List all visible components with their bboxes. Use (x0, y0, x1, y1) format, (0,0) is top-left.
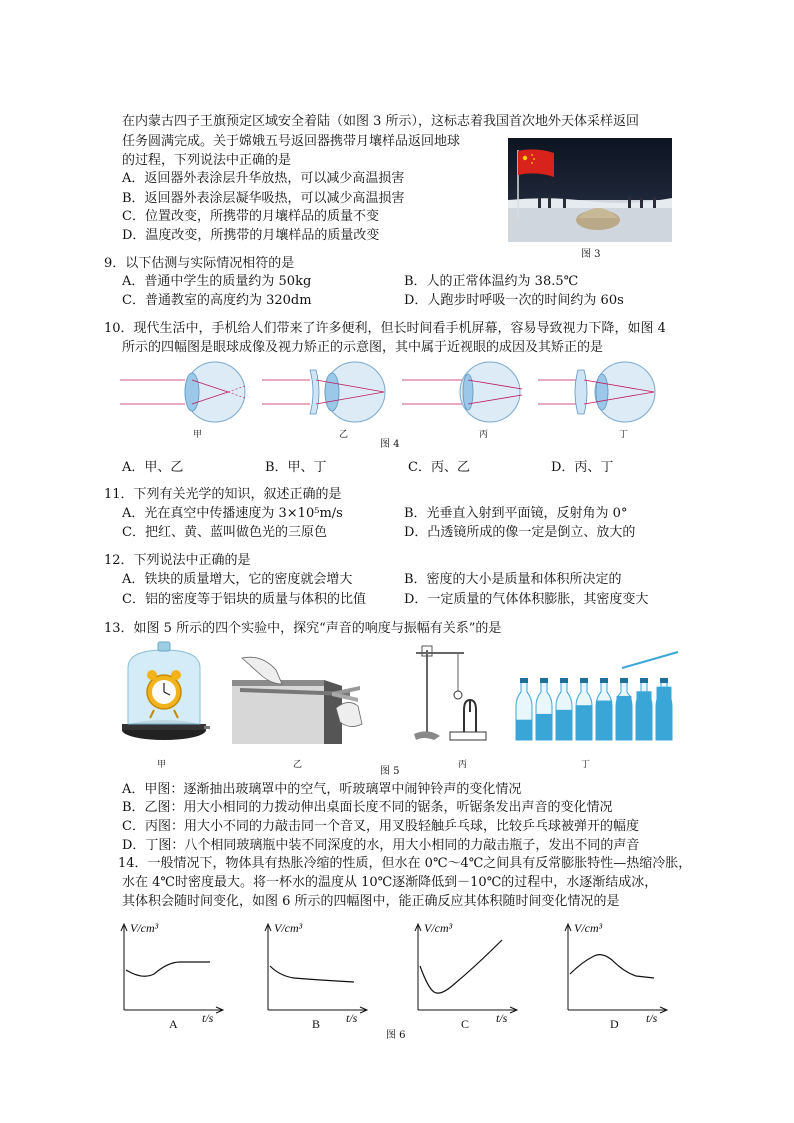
graph-c-ylabel: V/cm³ (424, 921, 453, 935)
graph-c-xlabel: t/s (496, 1011, 508, 1025)
q12-option-a: A．铁块的质量增大，它的密度就会增大 (122, 572, 353, 587)
q9-option-d: D．人跑步时呼吸一次的时间约为 60s (404, 293, 624, 308)
figure-6-graph-a (118, 918, 228, 1025)
q12-option-b: B．密度的大小是质量和体积所决定的 (404, 572, 622, 587)
q9-option-a: A．普通中学生的质量约为 50kg (122, 274, 312, 289)
q13-option-b: B．乙图：用大小相同的力拨动伸出桌面长度不同的锯条，听锯条发出声音的变化情况 (122, 800, 613, 815)
q8-line2: 任务圆满完成。关于嫦娥五号返回器携带月壤样品返回地球 (122, 134, 461, 149)
q13-option-a: A．甲图：逐渐抽出玻璃罩中的空气，听玻璃罩中闹钟铃声的变化情况 (122, 782, 522, 797)
q12-option-d: D．一定质量的气体体积膨胀，其密度变大 (404, 592, 649, 607)
q14-line3: 其体积会随时间变化，如图 6 所示的四幅图中，能正确反应其体积随时间变化情况的是 (122, 894, 620, 909)
q11-option-b: B．光垂直入射到平面镜，反射角为 0° (404, 506, 628, 521)
q8-option-b: B．返回器外表涂层凝华吸热，可以减少高温损害 (122, 191, 405, 206)
q8-option-c: C．位置改变，所携带的月壤样品的质量不变 (122, 209, 379, 224)
figure-4-label-jia: 甲 (193, 430, 203, 440)
figure-5-label-bing: 丙 (458, 760, 468, 770)
q9-option-b: B．人的正常体温约为 38.5℃ (404, 274, 579, 289)
bottle (516, 678, 532, 740)
bottle (656, 678, 672, 740)
figure-5-saw-blade (232, 650, 366, 744)
figure-6-graph-c (412, 918, 522, 1025)
q13-option-c: C．丙图：用大小不同的力敲击同一个音叉，用叉股轻触乒乓球，比较乒乓球被弹开的幅度 (122, 819, 639, 834)
bottle (616, 678, 632, 740)
figure-6-label-c: C (461, 1017, 470, 1031)
q12-option-c: C．铝的密度等于铝块的质量与体积的比值 (122, 592, 366, 607)
figure-6-label-d: D (610, 1017, 619, 1031)
eye-diagram-yi (262, 362, 385, 422)
bottle (596, 678, 612, 740)
bottle (536, 678, 552, 740)
figure-4-caption: 图 4 (380, 439, 400, 450)
eye-diagram-jia (120, 362, 245, 422)
figure-4-label-bing: 丙 (479, 430, 489, 440)
q13-option-d: D．丁图：八个相同玻璃瓶中装不同深度的水，用大小相同的力敲击瓶子，发出不同的声音 (122, 838, 640, 853)
graph-a-xlabel: t/s (202, 1011, 214, 1025)
graph-b-xlabel: t/s (346, 1011, 358, 1025)
q9-option-c: C．普通教室的高度约为 320dm (122, 293, 312, 308)
figure-6-caption: 图 6 (386, 1030, 406, 1041)
q8-option-a: A．返回器外表涂层升华放热，可以减少高温损害 (122, 171, 405, 186)
figure-4-eye-diagrams (120, 358, 660, 426)
figure-5-label-ding: 丁 (581, 760, 591, 770)
q10-option-a: A．甲、乙 (122, 460, 184, 475)
figure-3-photo (508, 138, 672, 242)
bottle (556, 678, 572, 740)
bottle (576, 678, 592, 740)
bottle (636, 678, 652, 740)
q10-option-c: C．丙、乙 (408, 460, 470, 475)
q11-option-a: A．光在真空中传播速度为 3×10⁵m/s (122, 506, 343, 521)
figure-5-label-yi: 乙 (293, 760, 303, 770)
q11-stem: 11．下列有关光学的知识，叙述正确的是 (104, 487, 342, 502)
figure-3-caption: 图 3 (581, 249, 601, 260)
figure-5-bell-jar (118, 640, 210, 744)
figure-5-bottles (512, 648, 682, 744)
q14-line2: 水在 4℃时密度最大。将一杯水的温度从 10℃逐渐降低到－10℃的过程中，水逐渐结成冰， (122, 875, 658, 890)
q9-stem: 9．以下估测与实际情况相符的是 (104, 256, 295, 271)
figure-6-graph-b (262, 918, 372, 1025)
graph-d-ylabel: V/cm³ (574, 921, 603, 935)
q8-option-d: D．温度改变，所携带的月壤样品的质量改变 (122, 228, 380, 243)
q8-line1: 在内蒙古四子王旗预定区域安全着陆（如图 3 所示），这标志着我国首次地外天体采样返回 (122, 114, 640, 129)
q10-line2: 所示的四幅图是眼球成像及视力矫正的示意图，其中属于近视眼的成因及其矫正的是 (122, 340, 604, 355)
eye-diagram-bing (402, 362, 522, 422)
figure-5-caption: 图 5 (380, 766, 400, 777)
bottle-row (516, 678, 672, 740)
figure-5-label-jia: 甲 (157, 760, 167, 770)
figure-6-label-b: B (312, 1017, 321, 1031)
figure-5-tuning-fork (410, 640, 496, 744)
figure-6-label-a: A (169, 1017, 178, 1031)
eye-diagram-ding (538, 362, 655, 422)
graph-b-ylabel: V/cm³ (274, 921, 303, 935)
figure-6-graph-d (562, 918, 672, 1025)
figure-4-label-ding: 丁 (619, 430, 629, 440)
q10-option-d: D．丙、丁 (551, 460, 614, 475)
q10-option-b: B．甲、丁 (265, 460, 327, 475)
figure-4-label-yi: 乙 (339, 430, 349, 440)
q14-line1: 14．一般情况下，物体具有热胀冷缩的性质，但水在 0℃～4℃之间具有反常膨胀特性—热缩冷胀， (118, 856, 692, 871)
graph-d-xlabel: t/s (646, 1011, 658, 1025)
graph-a-ylabel: V/cm³ (130, 921, 159, 935)
q11-option-d: D．凸透镜所成的像一定是倒立、放大的 (404, 525, 636, 540)
q12-stem: 12．下列说法中正确的是 (104, 553, 251, 568)
q8-line3: 的过程，下列说法中正确的是 (122, 153, 292, 168)
q11-option-c: C．把红、黄、蓝叫做色光的三原色 (122, 525, 327, 540)
q10-line1: 10．现代生活中，手机给人们带来了许多便利，但长时间看手机屏幕，容易导致视力下降，如图 4 (104, 321, 666, 336)
q13-stem: 13．如图 5 所示的四个实验中，探究“声音的响度与振幅有关系”的是 (104, 621, 502, 636)
